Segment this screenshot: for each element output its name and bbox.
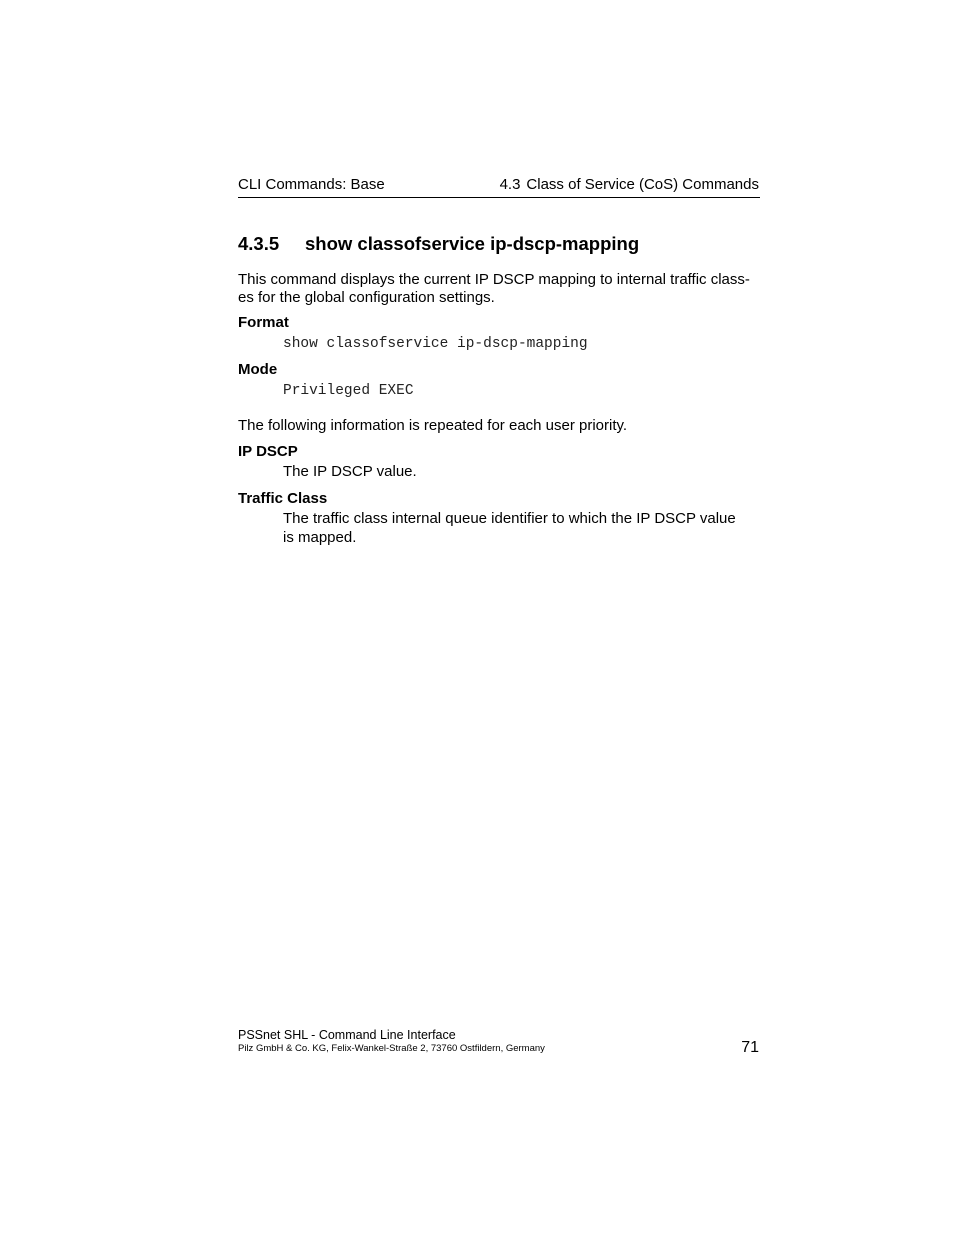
traffic-class-line-1: The traffic class internal queue identifier to which the IP DSCP value: [283, 510, 736, 527]
running-header-chapter: CLI Commands: Base: [238, 176, 385, 193]
field-label-traffic-class: Traffic Class: [238, 490, 328, 507]
page-number: 71: [741, 1039, 759, 1056]
section-number: 4.3.5: [238, 233, 280, 254]
intro-line-1: This command displays the current IP DSCP mapping to internal traffic class-: [238, 271, 750, 288]
intro-paragraph: [238, 271, 762, 306]
format-command: show classofservice ip-dscp-mapping: [283, 336, 588, 352]
running-header-section-title: Class of Service (CoS) Commands: [526, 176, 759, 193]
header-rule: [238, 197, 760, 198]
footer-title: PSSnet SHL - Command Line Interface: [238, 1028, 456, 1042]
repeat-note: The following information is repeated for each user priority.: [238, 417, 628, 434]
mode-label: Mode: [238, 361, 278, 378]
section-title: show classofservice ip-dscp-mapping: [305, 233, 640, 254]
field-description-ip-dscp: The IP DSCP value.: [283, 463, 417, 480]
field-label-ip-dscp: IP DSCP: [238, 443, 298, 460]
running-header-section: [500, 176, 759, 194]
running-header-section-number: 4.3: [499, 176, 521, 193]
section-heading: [238, 233, 639, 255]
footer-address: Pilz GmbH & Co. KG, Felix-Wankel-Straße 2, 73760 Ostfildern, Germany: [238, 1043, 545, 1054]
traffic-class-line-2: is mapped.: [283, 529, 357, 546]
field-description-traffic-class: [283, 509, 763, 547]
format-label: Format: [238, 314, 289, 331]
mode-value: Privileged EXEC: [283, 383, 414, 399]
intro-line-2: es for the global configuration settings.: [238, 288, 495, 306]
